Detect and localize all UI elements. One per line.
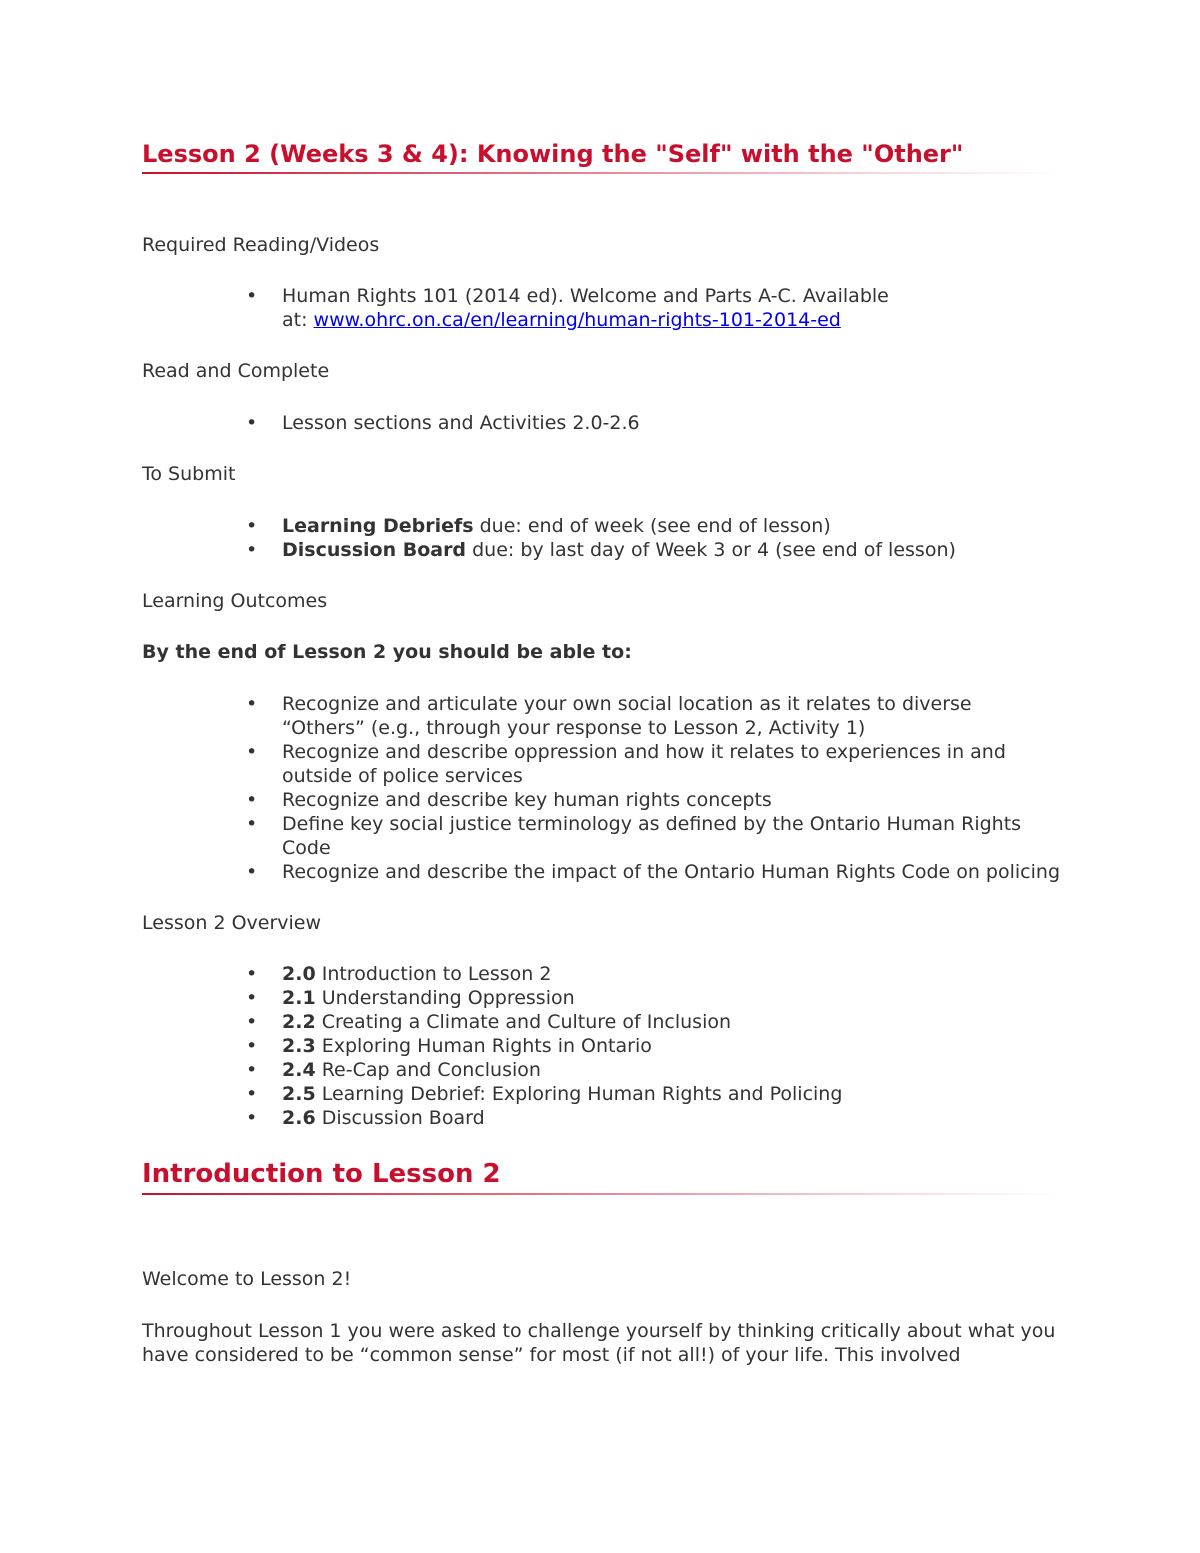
- required-reading-text: Human Rights 101 (2014 ed). Welcome and Parts A-C. Available: [282, 285, 889, 308]
- overview-num: 2.5: [282, 1083, 316, 1106]
- list-item: • Lesson sections and Activities 2.0-2.6: [282, 411, 1060, 435]
- overview-text: Learning Debrief: Exploring Human Rights and Policing: [315, 1083, 843, 1106]
- overview-num: 2.4: [282, 1059, 316, 1082]
- list-item: • Recognize and describe key human rights concepts: [282, 788, 1060, 812]
- intro-title: Introduction to Lesson 2: [142, 1160, 1060, 1195]
- required-reading-list: [142, 284, 1060, 332]
- list-item: [282, 538, 1060, 562]
- submit-item-text: due: by last day of Week 3 or 4 (see end of lesson): [466, 538, 956, 561]
- required-reading-at: at:: [282, 309, 314, 332]
- submit-item-bold: Learning Debriefs: [282, 514, 474, 537]
- learning-outcomes-lead: By the end of Lesson 2 you should be able to:: [142, 640, 632, 663]
- overview-text: Creating a Climate and Culture of Inclusion: [315, 1011, 732, 1034]
- read-complete-heading: Read and Complete: [142, 360, 330, 383]
- overview-text: Discussion Board: [315, 1107, 485, 1130]
- list-item: [282, 1082, 1060, 1106]
- submit-item-bold: Discussion Board: [282, 538, 467, 561]
- submit-item-text: due: end of week (see end of lesson): [473, 514, 831, 537]
- overview-text: Re-Cap and Conclusion: [315, 1059, 541, 1082]
- list-item: [282, 962, 1060, 986]
- list-item: • Recognize and describe the impact of the Ontario Human Rights Code on policing: [282, 860, 1060, 884]
- overview-num: 2.6: [282, 1107, 316, 1130]
- to-submit-list: [142, 514, 1060, 562]
- list-item: [282, 1058, 1060, 1082]
- overview-heading: Lesson 2 Overview: [142, 911, 322, 934]
- intro-welcome: Welcome to Lesson 2!: [142, 1268, 352, 1291]
- learning-outcomes-list: [142, 692, 1060, 884]
- to-submit-heading: To Submit: [142, 463, 236, 486]
- required-reading-heading: Required Reading/Videos: [142, 233, 380, 256]
- list-item: [282, 986, 1060, 1010]
- overview-text: Understanding Oppression: [315, 987, 575, 1010]
- list-item: [282, 284, 1060, 332]
- list-item: [282, 1034, 1060, 1058]
- overview-num: 2.2: [282, 1011, 316, 1034]
- overview-num: 2.1: [282, 987, 316, 1010]
- read-complete-list: [142, 411, 1060, 435]
- learning-outcomes-heading: Learning Outcomes: [142, 589, 328, 612]
- ohrc-link[interactable]: www.ohrc.on.ca/en/learning/human-rights-101-2014-ed: [313, 309, 841, 332]
- overview-num: 2.0: [282, 963, 316, 986]
- list-item: [282, 1010, 1060, 1034]
- overview-text: Introduction to Lesson 2: [315, 963, 552, 986]
- lesson-title: Lesson 2 (Weeks 3 & 4): Knowing the "Self" with the "Other": [142, 141, 1060, 174]
- overview-list: [142, 962, 1060, 1130]
- list-item: [282, 514, 1060, 538]
- list-item: • Recognize and articulate your own social location as it relates to diverse “Others” (e.g., through your response to Lesson 2, Activity 1): [282, 692, 1060, 740]
- intro-paragraph: Throughout Lesson 1 you were asked to challenge yourself by thinking critically about what you have considered to be “common sense” for most (if not all!) of your life. This involved: [142, 1320, 1056, 1367]
- list-item: • Recognize and describe oppression and how it relates to experiences in and outside of police services: [282, 740, 1060, 788]
- list-item: [282, 1106, 1060, 1130]
- overview-text: Exploring Human Rights in Ontario: [315, 1035, 652, 1058]
- overview-num: 2.3: [282, 1035, 316, 1058]
- list-item: • Define key social justice terminology as defined by the Ontario Human Rights Code: [282, 812, 1060, 860]
